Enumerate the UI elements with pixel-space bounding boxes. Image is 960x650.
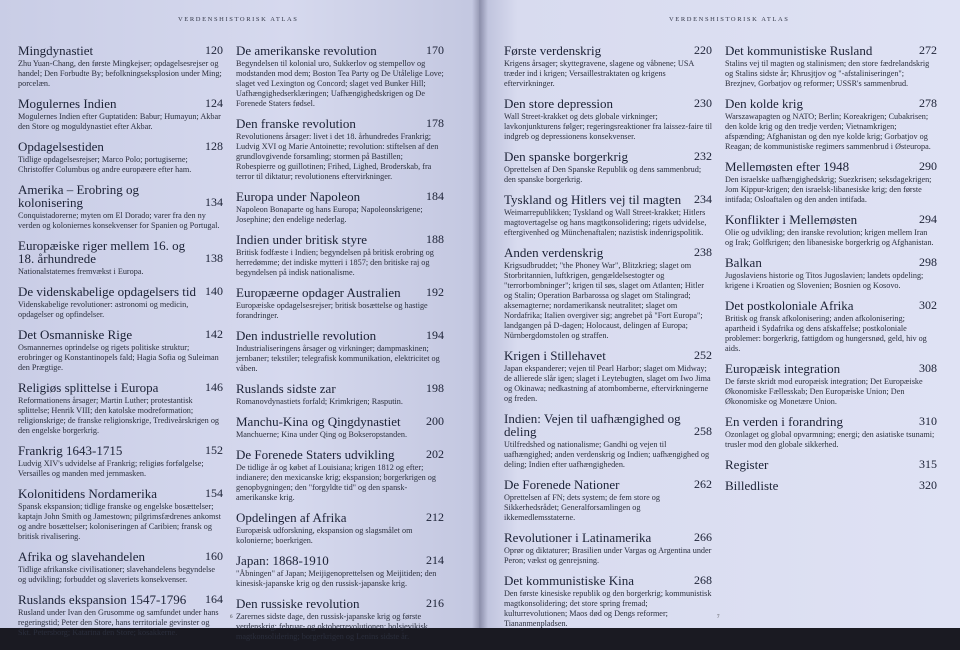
toc-entry [236, 448, 444, 503]
chapter-title: De Forenede Staters udvikling [236, 447, 395, 462]
toc-entry-heading [236, 511, 444, 524]
chapter-title: De videnskabelige opdagelsers tid [18, 284, 196, 299]
chapter-description: Tidlige afrikanske civilisationer; slavehandelens begyndelse og udvikling; forbuddet og slaveriets konsekvenser. [18, 565, 216, 584]
toc-entry-heading [18, 487, 223, 500]
toc-entry-heading [504, 246, 712, 259]
toc-entry-heading [725, 160, 937, 173]
chapter-title: Manchu-Kina og Qingdynastiet [236, 414, 401, 429]
chapter-description: Reformationens årsager; Martin Luther; protestantisk splittelse; Henrik VIII; den katolske modreformation; religionskrige; de franske religionskrige, Trediveårskrigen og den engelske borgerkrig. [18, 396, 220, 435]
toc-column [725, 44, 937, 500]
chapter-page-number: 128 [205, 139, 223, 153]
toc-entry-heading [18, 550, 223, 563]
toc-entry [18, 593, 223, 638]
chapter-page-number: 200 [426, 414, 444, 428]
chapter-page-number: 198 [426, 381, 444, 395]
toc-entry-heading [236, 415, 444, 428]
chapter-description: Romanovdynastiets forfald; Krimkrigen; Rasputin. [236, 397, 403, 406]
toc-entry-heading [725, 362, 937, 375]
chapter-title: Europæerne opdager Australien [236, 285, 401, 300]
chapter-description: Britisk fodfæste i Indien; begyndelsen på britisk erobring og herredømme; det indiske mytteri i 1857; den britiske raj og begyndelsen på indisk nationalisme. [236, 248, 434, 277]
chapter-page-number: 184 [426, 189, 444, 203]
toc-entry [725, 415, 937, 450]
chapter-page-number: 214 [426, 553, 444, 567]
toc-entry [504, 531, 712, 566]
toc-entry-heading [236, 233, 444, 246]
chapter-page-number: 140 [205, 284, 223, 298]
toc-entry [725, 256, 937, 291]
toc-entry [504, 193, 712, 238]
book-gutter [472, 0, 488, 628]
chapter-page-number: 220 [694, 43, 712, 57]
toc-entry-heading [18, 97, 223, 110]
chapter-page-number: 278 [919, 96, 937, 110]
toc-entry-heading [18, 285, 223, 298]
chapter-title: Det kommunistiske Kina [504, 573, 634, 588]
toc-entry [725, 44, 937, 89]
chapter-description: "Åbningen" af Japan; Meijigenoprettelsen og Meijitiden; den kinesisk-japanske krig og den russisk-japanske krig. [236, 569, 437, 588]
toc-entry [18, 97, 223, 132]
chapter-page-number: 120 [205, 43, 223, 57]
toc-entry [18, 239, 223, 277]
chapter-page-number: 160 [205, 549, 223, 563]
toc-entry-heading [725, 256, 937, 269]
chapter-title: Register [725, 457, 769, 472]
chapter-page-number: 154 [205, 486, 223, 500]
chapter-title: Indien: Vejen til uafhængighed og deling [504, 411, 681, 439]
chapter-description: Europæisk udforskning, ekspansion og slagsmålet om kolonierne; boerkrigen. [236, 526, 413, 545]
chapter-title: Kolonitidens Nordamerika [18, 486, 157, 501]
chapter-title: Konflikter i Mellemøsten [725, 212, 858, 227]
chapter-description: Industrialiseringens årsager og virkninger; dampmaskinen; jernbaner; tekstiler; telegrafisk kommunikation, elektricitet og våben. [236, 344, 440, 373]
toc-entry [504, 412, 712, 470]
toc-column [18, 44, 223, 646]
toc-entry [18, 285, 223, 320]
chapter-description: Krigens årsager; skyttegravene, slagene og våbnene; USA træder ind i krigen; Versaillestraktaten og krigens eftervirkninger. [504, 59, 694, 88]
chapter-description: Oprettelsen af FN; dets system; de fem store og Sikkerhedsrådet; Generalforsamlingen og ikkemedlemsstaterne. [504, 493, 660, 522]
chapter-description: Osmannernes oprindelse og rigets politiske struktur; erobringer og Konstantinopels fald; Hagia Sofia og Suleiman den Prægtige. [18, 343, 219, 372]
toc-entry-heading [236, 597, 444, 610]
page-number: 7 [717, 615, 720, 620]
chapter-description: Den israelske uafhængighedskrig; Suezkrisen; seksdagekrigen; Jom Kippur-krigen; den israelsk-libanesiske krig; den første intifada; Osloaftalen og den anden intifada. [725, 175, 932, 204]
toc-entry [725, 160, 937, 205]
toc-entry [236, 286, 444, 321]
toc-entry-heading [18, 239, 223, 265]
chapter-title: Det Osmanniske Rige [18, 327, 133, 342]
toc-entry [504, 574, 712, 629]
chapter-description: De tidlige år og købet af Louisiana; krigen 1812 og efter; indianere; den mexicanske krig; ekspansion; borgerkrigen og genopbygningen; den "forgyldte tid" og den spansk-amerikanske krig. [236, 463, 436, 502]
chapter-description: Weimarrepublikken; Tyskland og Wall Street-krakket; Hitlers magtovertagelse og hans magtkonsolidering; rigets udvidelse, eftergivenhed og Münchenaftalen; nazistisk indenrigspolitik. [504, 208, 707, 237]
chapter-title: Indien under britisk styre [236, 232, 368, 247]
chapter-page-number: 152 [205, 443, 223, 457]
chapter-description: Manchuerne; Kina under Qing og Bokseropstanden. [236, 430, 407, 439]
toc-entry [18, 328, 223, 373]
chapter-title: Den franske revolution [236, 116, 356, 131]
toc-entry-heading [504, 412, 712, 438]
chapter-description: Spansk ekspansion; tidlige franske og engelske bosættelser; kaptajn John Smith og Jamestown; pilgrimsfædrenes ankomst og andre bosættelser; koloniseringen af Caribien; fransk og britisk rivalisering. [18, 502, 221, 541]
chapter-page-number: 216 [426, 596, 444, 610]
chapter-description: Ozonlaget og global opvarmning; energi; den asiatiske tsunami; trusler mod den globale sikkerhed. [725, 430, 935, 449]
toc-entry [236, 117, 444, 182]
chapter-description: Begyndelsen til kolonial uro, Sukkerlov og stempellov og modstanden mod dem; Boston Tea Party og De Utålelige Love; slaget ved Lexington og Concord; slaget ved Bunker Hill; Uafhængighedserklæringen; Uafhængighedskrigen og De Forenede Staters fødsel. [236, 59, 444, 108]
toc-entry-heading [18, 140, 223, 153]
toc-entry-heading [18, 183, 223, 209]
chapter-page-number: 188 [426, 232, 444, 246]
toc-entry [18, 444, 223, 479]
chapter-description: Videnskabelige revolutioner: astronomi og medicin, opdagelser og opfindelser. [18, 300, 189, 319]
chapter-description: Europæiske opdagelsesrejser; britisk bosættelse og hastige forandringer. [236, 301, 428, 320]
toc-entry-heading [725, 44, 937, 57]
chapter-title: Religiøs splittelse i Europa [18, 380, 159, 395]
chapter-page-number: 272 [919, 43, 937, 57]
chapter-title: Mogulernes Indien [18, 96, 117, 111]
chapter-description: Japan ekspanderer; vejen til Pearl Harbor; slaget om Midway; de allierede slår igen; slaget i Leytebugten, slaget om Iwo Jima og Okinawa; nedkastning af atombomberne, eftervirkningerne og freden. [504, 364, 711, 403]
toc-entry-heading [236, 117, 444, 130]
toc-entry [725, 213, 937, 248]
chapter-title: Frankrig 1643-1715 [18, 443, 123, 458]
chapter-page-number: 315 [919, 457, 937, 471]
toc-entry-heading [18, 328, 223, 341]
chapter-page-number: 192 [426, 285, 444, 299]
chapter-page-number: 146 [205, 380, 223, 394]
running-head: VERDENSHISTORISK ATLAS [669, 16, 790, 23]
toc-entry-heading [18, 593, 223, 606]
toc-entry-heading [236, 448, 444, 461]
chapter-title: Opdagelsestiden [18, 139, 104, 154]
chapter-page-number: 202 [426, 447, 444, 461]
toc-entry [236, 554, 444, 589]
toc-entry [18, 550, 223, 585]
chapter-title: Anden verdenskrig [504, 245, 604, 260]
chapter-page-number: 230 [694, 96, 712, 110]
toc-entry [18, 44, 223, 89]
chapter-page-number: 266 [694, 530, 712, 544]
chapter-title: Japan: 1868-1910 [236, 553, 329, 568]
toc-entry [504, 150, 712, 185]
chapter-description: De første skridt mod europæisk integration; Det Europæiske Økonomiske Fællesskab; Den Europæiske Union; Den Økonomiske og Monetære Union. [725, 377, 923, 406]
toc-entry-heading [504, 531, 712, 544]
toc-entry-heading [18, 44, 223, 57]
chapter-title: Europa under Napoleon [236, 189, 361, 204]
chapter-title: Afrika og slavehandelen [18, 549, 146, 564]
chapter-title: Opdelingen af Afrika [236, 510, 347, 525]
toc-entry-heading [18, 381, 223, 394]
chapter-page-number: 320 [919, 478, 937, 492]
chapter-description: Warszawapagten og NATO; Berlin; Koreakrigen; Cubakrisen; den kolde krig og den tredje verden; Vietnamkrigen; afspænding; Afghanistan og den nye kolde krig; Gorbatjov og Reagan; de kommunistiske regimers sammenbrud i Østeuropa. [725, 112, 931, 151]
chapter-description: Krigsudbruddet; "the Phoney War", Blitzkrieg; slaget om Storbritannien, luftkrigen, gengældelsestogter og "terrorbombninger"; krigen til søs, slaget om Atlanten; Hitler og Stalin; Operation Barbarossa og slaget om Stalingrad; aksemagterne; nordamerikansk neutralitet; slaget om Nordafrika; Italien overgiver sig; angrebet på "Fort Europa"; landgangen på D-dagen; Holocaust, delingen af Europa; Nürnbergdomstolen og straffen. [504, 261, 704, 340]
chapter-page-number: 142 [205, 327, 223, 341]
toc-entry [504, 478, 712, 523]
toc-column [504, 44, 712, 637]
toc-entry [504, 349, 712, 404]
chapter-page-number: 308 [919, 361, 937, 375]
toc-entry-heading [236, 190, 444, 203]
chapter-title: Den kolde krig [725, 96, 803, 111]
toc-entry-heading [504, 97, 712, 110]
right-page [479, 0, 960, 628]
chapter-page-number: 294 [919, 212, 937, 226]
toc-entry [725, 458, 937, 471]
toc-entry [725, 97, 937, 152]
toc-entry [18, 381, 223, 436]
toc-entry [236, 597, 444, 642]
chapter-title: De Forenede Nationer [504, 477, 620, 492]
chapter-page-number: 232 [694, 149, 712, 163]
toc-entry-heading [725, 479, 937, 492]
toc-entry [236, 44, 444, 109]
toc-entry [504, 246, 712, 341]
toc-entry [725, 362, 937, 407]
chapter-title: Billedliste [725, 478, 779, 493]
toc-entry-heading [236, 44, 444, 57]
chapter-description: Zarernes sidste dage, den russisk-japanske krig og første verdenskrig; februar- og oktoberrevolutionen; bolsjevikisk magtkonsolidering; borgerkrigen og Lenins sidste år. [236, 612, 428, 641]
left-page [0, 0, 479, 641]
chapter-title: Ruslands sidste zar [236, 381, 336, 396]
toc-entry [236, 329, 444, 374]
chapter-page-number: 164 [205, 592, 223, 606]
chapter-title: Det postkoloniale Afrika [725, 298, 854, 313]
toc-entry [236, 415, 444, 440]
toc-entry-heading [725, 213, 937, 226]
chapter-title: Den store depression [504, 96, 614, 111]
chapter-description: Revolutionens årsager: livet i det 18. århundredes Frankrig; Ludvig XVI og Marie Antoinette; revolution: stiftelsen af den grundlovgivende forsamling; stormen på Bastillen; Robespierre og guillotinen; Frihed, Lighed, Broderskab, fra terror til diktatur; revolutionens eftervirkninger. [236, 132, 439, 181]
chapter-title: Mingdynastiet [18, 43, 94, 58]
chapter-description: Den første kinesiske republik og den borgerkrig; kommunistisk magtkonsolidering; det store spring fremad; kulturrevolutionen; Maos død og Dengs reformer; Tiananmenpladsen. [504, 589, 712, 628]
chapter-page-number: 268 [694, 573, 712, 587]
chapter-title: Balkan [725, 255, 762, 270]
toc-entry [18, 487, 223, 542]
toc-entry [504, 97, 712, 142]
toc-entry [18, 140, 223, 175]
toc-entry [236, 382, 444, 407]
toc-entry-heading [236, 286, 444, 299]
chapter-page-number: 252 [694, 348, 712, 362]
chapter-page-number: 194 [426, 328, 444, 342]
chapter-description: Ludvig XIV's udvidelse af Frankrig; religiøs forfølgelse; Versailles og manden med jernmasken. [18, 459, 204, 478]
chapter-description: Napoleon Bonaparte og hans Europa; Napoleonskrigene; Josephine; den endelige nederlag. [236, 205, 423, 224]
toc-entry-heading [504, 44, 712, 57]
chapter-description: Rusland under Ivan den Grusomme og samfundet under hans regeringstid; Peter den Store, hans territoriale gevinster og Skt. Petersborg; Katarina den Store; kosakkerne. [18, 608, 219, 637]
chapter-title: Første verdenskrig [504, 43, 602, 58]
running-head: VERDENSHISTORISK ATLAS [178, 16, 299, 23]
chapter-description: Nationalstaternes fremvækst i Europa. [18, 267, 144, 276]
chapter-title: Det kommunistiske Rusland [725, 43, 873, 58]
toc-entry-heading [504, 349, 712, 362]
chapter-page-number: 298 [919, 255, 937, 269]
chapter-title: Den spanske borgerkrig [504, 149, 628, 164]
toc-entry [725, 299, 937, 354]
chapter-page-number: 302 [919, 298, 937, 312]
toc-entry [18, 183, 223, 231]
chapter-description: Stalins vej til magten og stalinismen; den store fædrelandskrig og Stalins sidste år; Khrusjtjov og "-afstaliniseringen"; Brezjnev, Gorbatjov og reformer; USSR's sammenbrud. [725, 59, 930, 88]
toc-entry-heading [504, 150, 712, 163]
chapter-title: Ruslands ekspansion 1547-1796 [18, 592, 187, 607]
chapter-title: Amerika – Erobring og kolonisering [18, 182, 139, 210]
toc-entry-heading [725, 299, 937, 312]
chapter-page-number: 290 [919, 159, 937, 173]
toc-column [236, 44, 444, 650]
chapter-page-number: 258 [694, 424, 712, 438]
toc-entry [236, 190, 444, 225]
chapter-description: Oprør og diktaturer; Brasilien under Vargas og Argentina under Peron; vækst og genrejsning. [504, 546, 712, 565]
chapter-description: Tidlige opdagelsesrejser; Marco Polo; portugiserne; Christoffer Columbus og andre europæere efter ham. [18, 155, 192, 174]
chapter-title: De amerikanske revolution [236, 43, 377, 58]
toc-entry-heading [18, 444, 223, 457]
chapter-page-number: 178 [426, 116, 444, 130]
toc-entry-heading [236, 554, 444, 567]
chapter-description: Oprettelsen af Den Spanske Republik og dens sammenbrud; den spanske borgerkrig. [504, 165, 702, 184]
toc-entry-heading [236, 382, 444, 395]
chapter-description: Mogulernes Indien efter Guptatiden: Babur; Humayun; Akbar den Store og moguldynastiet efter Akbar. [18, 112, 221, 131]
chapter-title: Krigen i Stillehavet [504, 348, 606, 363]
chapter-page-number: 310 [919, 414, 937, 428]
toc-entry [236, 233, 444, 278]
chapter-page-number: 234 [694, 192, 712, 206]
chapter-description: Zhu Yuan-Chang, den første Mingkejser; opdagelsesrejser og handel; Den Forbudte By; befolkningseksplosion under Ming; porcelæn. [18, 59, 222, 88]
toc-entry [236, 511, 444, 546]
chapter-description: Olie og udvikling; den iranske revolution; krigen mellem Iran og Irak; Golfkrigen; den libanesiske borgerkrig og Afghanistan. [725, 228, 934, 247]
chapter-description: Utilfredshed og nationalisme; Gandhi og vejen til uafhængighed; anden verdenskrig og Indien; uafhængighed og deling; Indien efter uafhængigheden. [504, 440, 710, 469]
chapter-title: Revolutioner i Latinamerika [504, 530, 652, 545]
chapter-title: En verden i forandring [725, 414, 844, 429]
chapter-title: Europæiske riger mellem 16. og 18. århundrede [18, 238, 186, 266]
chapter-title: Europæisk integration [725, 361, 841, 376]
toc-entry-heading [504, 193, 712, 206]
chapter-page-number: 212 [426, 510, 444, 524]
chapter-description: Conquistadorerne; myten om El Dorado; varer fra den ny verden og koloniernes konsekvenser for Spanien og Portugal. [18, 211, 220, 230]
toc-entry [725, 479, 937, 492]
toc-entry-heading [725, 458, 937, 471]
toc-entry-heading [504, 574, 712, 587]
chapter-page-number: 134 [205, 195, 223, 209]
chapter-description: Wall Street-krakket og dets globale virkninger; lavkonjunkturens følger; regeringsreaktioner fra laissez-faire til indgreb og depressionens konsekvenser. [504, 112, 713, 141]
chapter-page-number: 138 [205, 251, 223, 265]
toc-entry-heading [236, 329, 444, 342]
chapter-title: Den industrielle revolution [236, 328, 377, 343]
chapter-title: Den russiske revolution [236, 596, 360, 611]
chapter-page-number: 170 [426, 43, 444, 57]
toc-entry-heading [504, 478, 712, 491]
chapter-description: Britisk og fransk afkolonisering; anden afkolonisering; apartheid i Sydafrika og dens afskaffelse; postkoloniale problemer: borgerkrig, fattigdom og hungersnød, geld, hiv og aids. [725, 314, 927, 353]
chapter-title: Tyskland og Hitlers vej til magten [504, 192, 682, 207]
toc-entry [504, 44, 712, 89]
toc-entry-heading [725, 97, 937, 110]
chapter-title: Mellemøsten efter 1948 [725, 159, 850, 174]
chapter-page-number: 262 [694, 477, 712, 491]
page-number: 6 [230, 615, 233, 620]
chapter-page-number: 238 [694, 245, 712, 259]
toc-entry-heading [725, 415, 937, 428]
chapter-page-number: 124 [205, 96, 223, 110]
chapter-description: Jugoslaviens historie og Titos Jugoslavien; landets opdeling; krigene i Kroatien og Slovenien; Bosnien og Kosovo. [725, 271, 924, 290]
